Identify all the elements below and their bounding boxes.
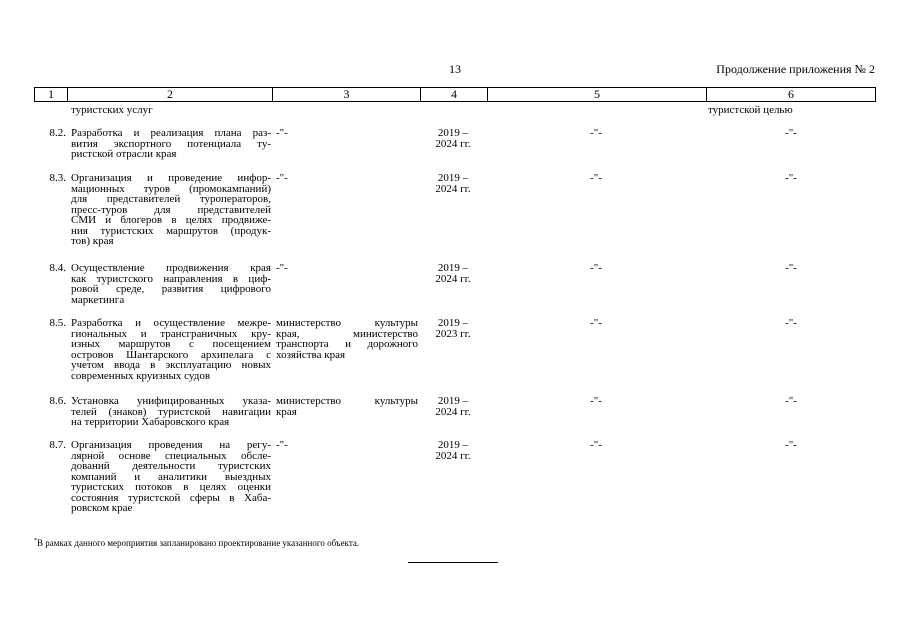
column-header-2: 2 xyxy=(167,87,173,101)
implementation-period-line: 2024 гг. xyxy=(435,182,471,195)
column-5-value: -"- xyxy=(590,317,602,329)
implementation-period xyxy=(420,128,486,149)
implementation-period xyxy=(420,173,486,194)
column-header-4: 4 xyxy=(451,87,457,101)
table-header-row xyxy=(34,87,876,102)
activity-name-line: Разработка и осуществление межре- xyxy=(71,317,271,329)
implementation-period-line: 2024 гг. xyxy=(435,272,471,285)
responsible-party-line: -"- xyxy=(276,262,288,274)
activity-name-line: гиональных и трансграничных кру- xyxy=(71,327,271,340)
row-number: 8.3. xyxy=(49,172,66,184)
implementation-period-line: 2019 – xyxy=(437,172,469,184)
activity-name-line: островов Шантарского архипелага с xyxy=(71,348,271,361)
activity-name-line: туристских потоков в целях оценки xyxy=(71,481,271,493)
row-number: 8.2. xyxy=(49,127,66,139)
implementation-period xyxy=(420,396,486,417)
activity-name-line: компаний и аналитики выездных xyxy=(71,470,271,483)
column-5-value: -"- xyxy=(590,172,602,184)
continued-text-col6: туристской целью xyxy=(708,104,793,116)
column-6-value: -"- xyxy=(785,439,797,451)
page-number: 13 xyxy=(449,62,461,76)
implementation-period xyxy=(420,318,486,339)
responsible-party-line: края xyxy=(276,405,297,418)
implementation-period-line: 2019 – xyxy=(437,317,469,329)
activity-name xyxy=(71,128,271,160)
column-5-value: -"- xyxy=(590,439,602,451)
responsible-party xyxy=(276,440,418,451)
responsible-party-line: -"- xyxy=(276,127,288,139)
implementation-period-line: 2019 – xyxy=(437,439,469,451)
column-header-1: 1 xyxy=(48,87,54,101)
responsible-party-line: края, министерство xyxy=(276,327,418,340)
activity-name-line: ровском крае xyxy=(71,502,133,514)
activity-name-line: Осуществление продвижения края xyxy=(71,262,271,274)
activity-name-line: современных круизных судов xyxy=(71,369,211,382)
activity-name xyxy=(71,318,271,381)
footnote-text: В рамках данного мероприятия запланировано проектирование указанного объекта. xyxy=(37,538,360,548)
column-6-value: -"- xyxy=(785,262,797,274)
activity-name-line: вития экспортного потенциала ту- xyxy=(71,137,271,150)
activity-name-line: маркетинга xyxy=(71,293,125,306)
column-header-6: 6 xyxy=(788,87,794,101)
activity-name-line: ровой среде, развития цифрового xyxy=(71,283,271,295)
activity-name-line: учетом ввода в эксплуатацию новых xyxy=(71,359,271,371)
responsible-party xyxy=(276,318,418,360)
implementation-period-line: 2024 гг. xyxy=(435,449,471,462)
activity-name xyxy=(71,263,271,305)
activity-name xyxy=(71,440,271,514)
activity-name-line: мационных туров (промокампаний) xyxy=(71,182,271,195)
column-5-value: -"- xyxy=(590,262,602,274)
activity-name xyxy=(71,173,271,247)
column-header-3: 3 xyxy=(343,87,350,101)
column-5-value: -"- xyxy=(590,127,602,139)
footnote-marker: * xyxy=(34,538,37,544)
responsible-party xyxy=(276,263,418,274)
activity-name-line: состояния туристской сферы в Хаба- xyxy=(71,491,271,504)
responsible-party-line: -"- xyxy=(276,439,288,451)
column-6-value: -"- xyxy=(785,172,797,184)
footnote xyxy=(34,538,359,548)
continued-text-col2: туристских услуг xyxy=(71,104,153,116)
implementation-period-line: 2019 – xyxy=(437,262,469,274)
activity-name-line: пресс-туров для представителей xyxy=(71,203,271,216)
activity-name-line: ристской отрасли края xyxy=(71,148,177,160)
responsible-party-line: министерство культуры xyxy=(276,395,418,407)
activity-name-line: СМИ и блогеров в целях продвиже- xyxy=(71,214,271,226)
activity-name-line: как туристского направления в циф- xyxy=(71,272,271,285)
column-6-value: -"- xyxy=(785,127,797,139)
implementation-period-line: 2024 гг. xyxy=(435,137,471,150)
responsible-party-line: -"- xyxy=(276,172,288,184)
activity-name-line: Установка унифицированных указа- xyxy=(71,395,271,407)
end-rule xyxy=(408,562,498,563)
implementation-period xyxy=(420,440,486,461)
implementation-period-line: 2019 – xyxy=(437,127,469,139)
activity-name-line: Разработка и реализация плана раз- xyxy=(71,127,271,139)
activity-name-line: изных маршрутов с посещением xyxy=(71,338,271,350)
column-5-value: -"- xyxy=(590,395,602,407)
activity-name-line: для представителей туроператоров, xyxy=(71,193,271,205)
implementation-period-line: 2024 гг. xyxy=(435,405,471,418)
activity-name-line: лярной основе специальных обсле- xyxy=(71,449,271,462)
activity-name-line: Организация проведения на регу- xyxy=(71,439,271,451)
activity-name-line: Организация и проведение инфор- xyxy=(71,172,271,184)
implementation-period-line: 2023 гг. xyxy=(435,327,471,340)
appendix-continuation-label: Продолжение приложения № 2 xyxy=(716,62,875,76)
activity-name-line: телей (знаков) туристской навигации xyxy=(71,405,271,418)
implementation-period-line: 2019 – xyxy=(437,395,469,407)
responsible-party xyxy=(276,173,418,184)
column-header-5: 5 xyxy=(594,87,600,101)
row-number: 8.5. xyxy=(49,317,66,329)
activity-name-line: ния туристских маршрутов (продук- xyxy=(71,224,271,237)
column-6-value: -"- xyxy=(785,317,797,329)
responsible-party-line: транспорта и дорожного xyxy=(276,338,418,350)
responsible-party-line: министерство культуры xyxy=(276,317,418,329)
row-number: 8.6. xyxy=(49,395,66,407)
activity-name xyxy=(71,396,271,428)
row-number: 8.4. xyxy=(49,262,66,274)
responsible-party xyxy=(276,396,418,417)
activity-name-line: на территории Хабаровского края xyxy=(71,416,230,428)
activity-name-line: тов) края xyxy=(71,235,114,247)
responsible-party xyxy=(276,128,418,139)
implementation-period xyxy=(420,263,486,284)
row-number: 8.7. xyxy=(49,439,66,451)
responsible-party-line: хозяйства края xyxy=(276,348,346,361)
column-6-value: -"- xyxy=(785,395,797,407)
activity-name-line: дований деятельности туристских xyxy=(71,460,271,472)
